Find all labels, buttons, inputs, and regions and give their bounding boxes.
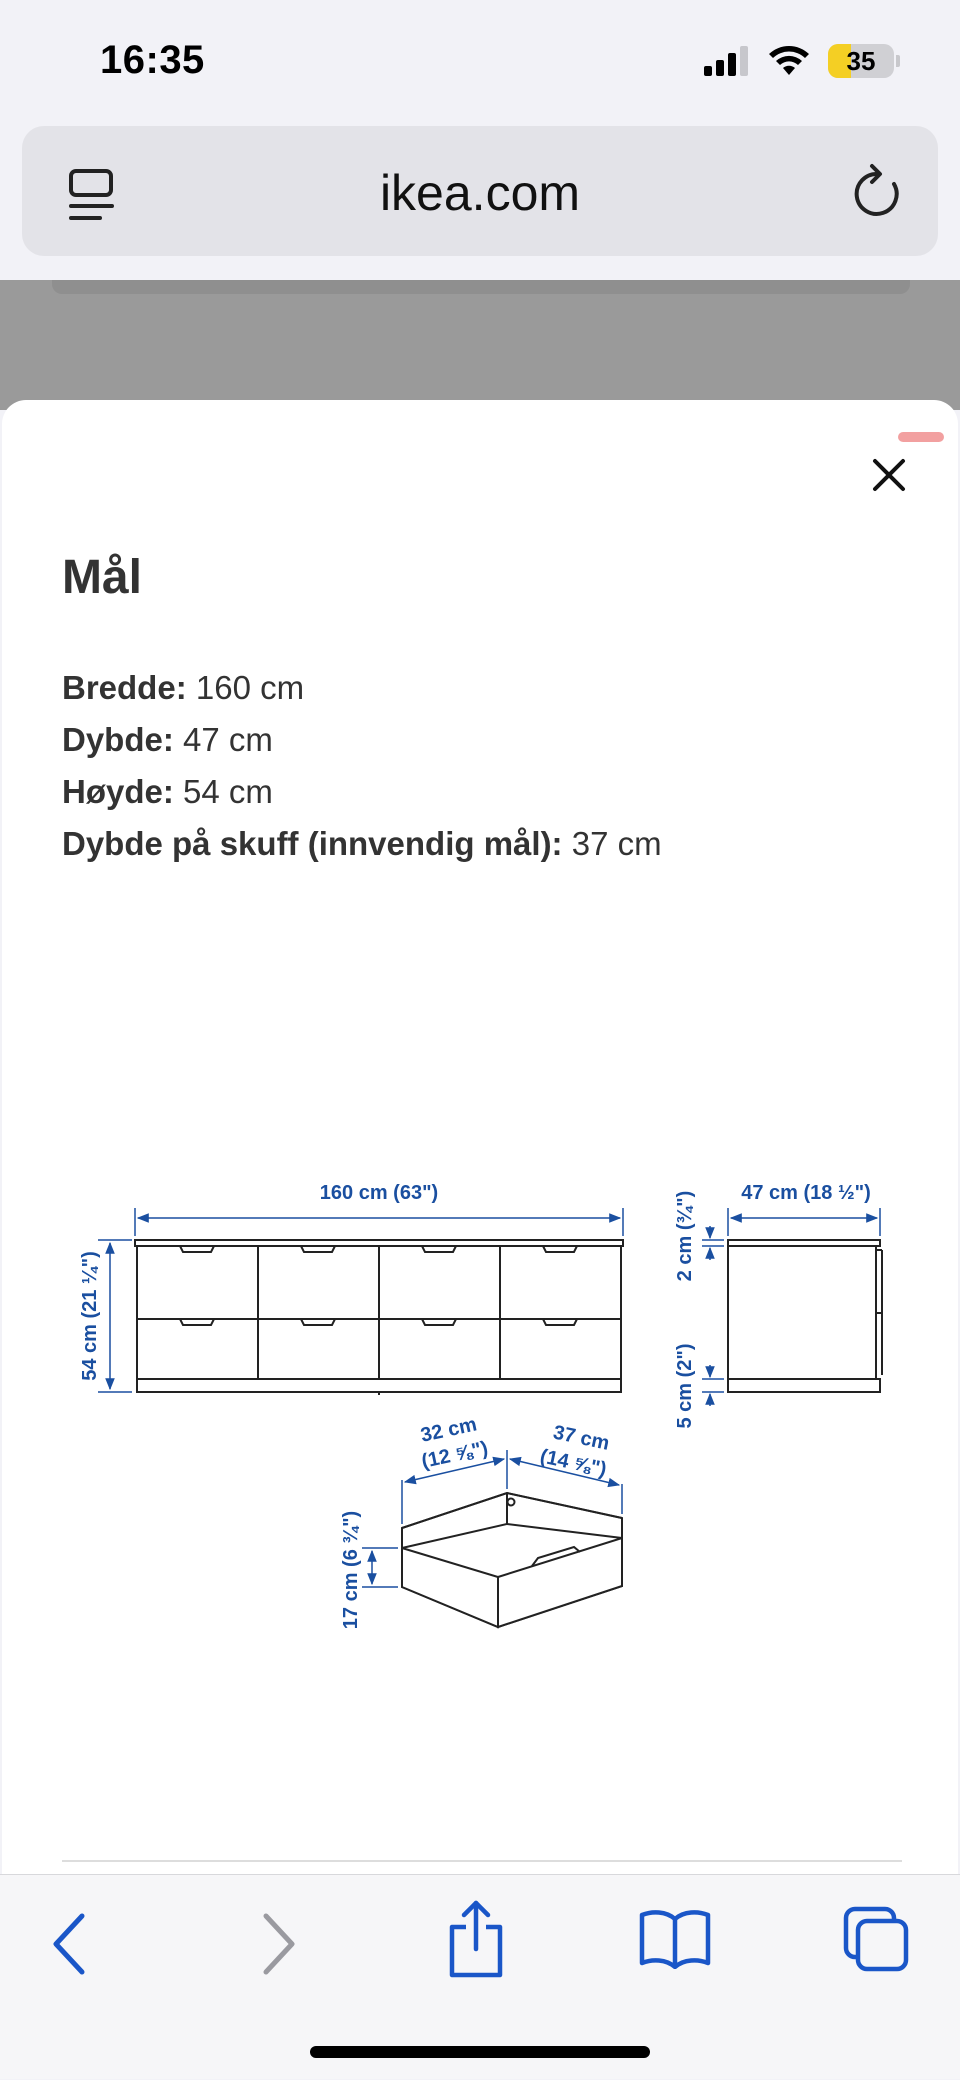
dimensions-sheet: [2, 400, 958, 1880]
side-depth-label: 47 cm (18 ½"): [741, 1182, 871, 1204]
dimmed-background: [0, 280, 960, 410]
drawer-width-cm-label: 32 cm: [418, 1413, 479, 1447]
status-bar: [0, 0, 960, 120]
drawer-view: [402, 1493, 622, 1627]
battery-level: 35: [846, 46, 876, 76]
spec-row: [62, 766, 662, 818]
close-icon: [872, 458, 906, 492]
url-text[interactable]: ikea.com: [379, 165, 581, 221]
spec-value: 47 cm: [183, 721, 273, 758]
front-view: [135, 1240, 623, 1395]
close-button[interactable]: [862, 448, 916, 502]
drawer-width-in-label: (12 ⅝"): [419, 1437, 490, 1473]
top-thickness-label: 2 cm (¾"): [674, 1190, 696, 1282]
spec-row: [62, 714, 662, 766]
status-icons: [704, 44, 900, 78]
reload-icon[interactable]: [850, 162, 906, 222]
tabs-icon[interactable]: [842, 1905, 912, 1975]
spec-value: 37 cm: [571, 825, 662, 862]
bookmarks-icon[interactable]: [638, 1907, 712, 1969]
share-icon[interactable]: [446, 1899, 506, 1979]
plinth-height-label: 5 cm (2"): [674, 1343, 696, 1429]
side-view: [728, 1240, 882, 1392]
spec-value: 160 cm: [195, 669, 305, 706]
cellular-signal-icon: [704, 46, 750, 76]
sheet-title: Mål: [62, 551, 143, 604]
scribble-mark: [898, 432, 944, 442]
battery-indicator: [828, 44, 900, 78]
status-time: 16:35: [100, 38, 205, 82]
spec-label: Bredde:: [62, 669, 187, 706]
spec-value: 54 cm: [183, 773, 273, 810]
wifi-icon: [768, 45, 810, 77]
divider: [62, 1860, 902, 1862]
home-indicator: [310, 2046, 650, 2058]
forward-icon[interactable]: [258, 1911, 298, 1977]
spec-label: Høyde:: [62, 773, 174, 810]
spec-row: [62, 662, 662, 714]
spec-label: Dybde:: [62, 721, 174, 758]
front-width-label: 160 cm (63"): [319, 1182, 439, 1204]
drawer-depth-cm-label: 37 cm: [551, 1421, 612, 1455]
spec-label: Dybde på skuff (innvendig mål):: [62, 825, 563, 862]
drawer-height-label: 17 cm (6 ¾"): [340, 1510, 362, 1630]
spec-row: [62, 818, 662, 870]
front-height-label: 54 cm (21 ¼"): [79, 1251, 101, 1381]
address-bar[interactable]: [22, 126, 938, 256]
spec-list: [62, 662, 662, 870]
back-icon[interactable]: [50, 1911, 90, 1977]
drawer-depth-in-label: (14 ⅝"): [538, 1445, 609, 1481]
